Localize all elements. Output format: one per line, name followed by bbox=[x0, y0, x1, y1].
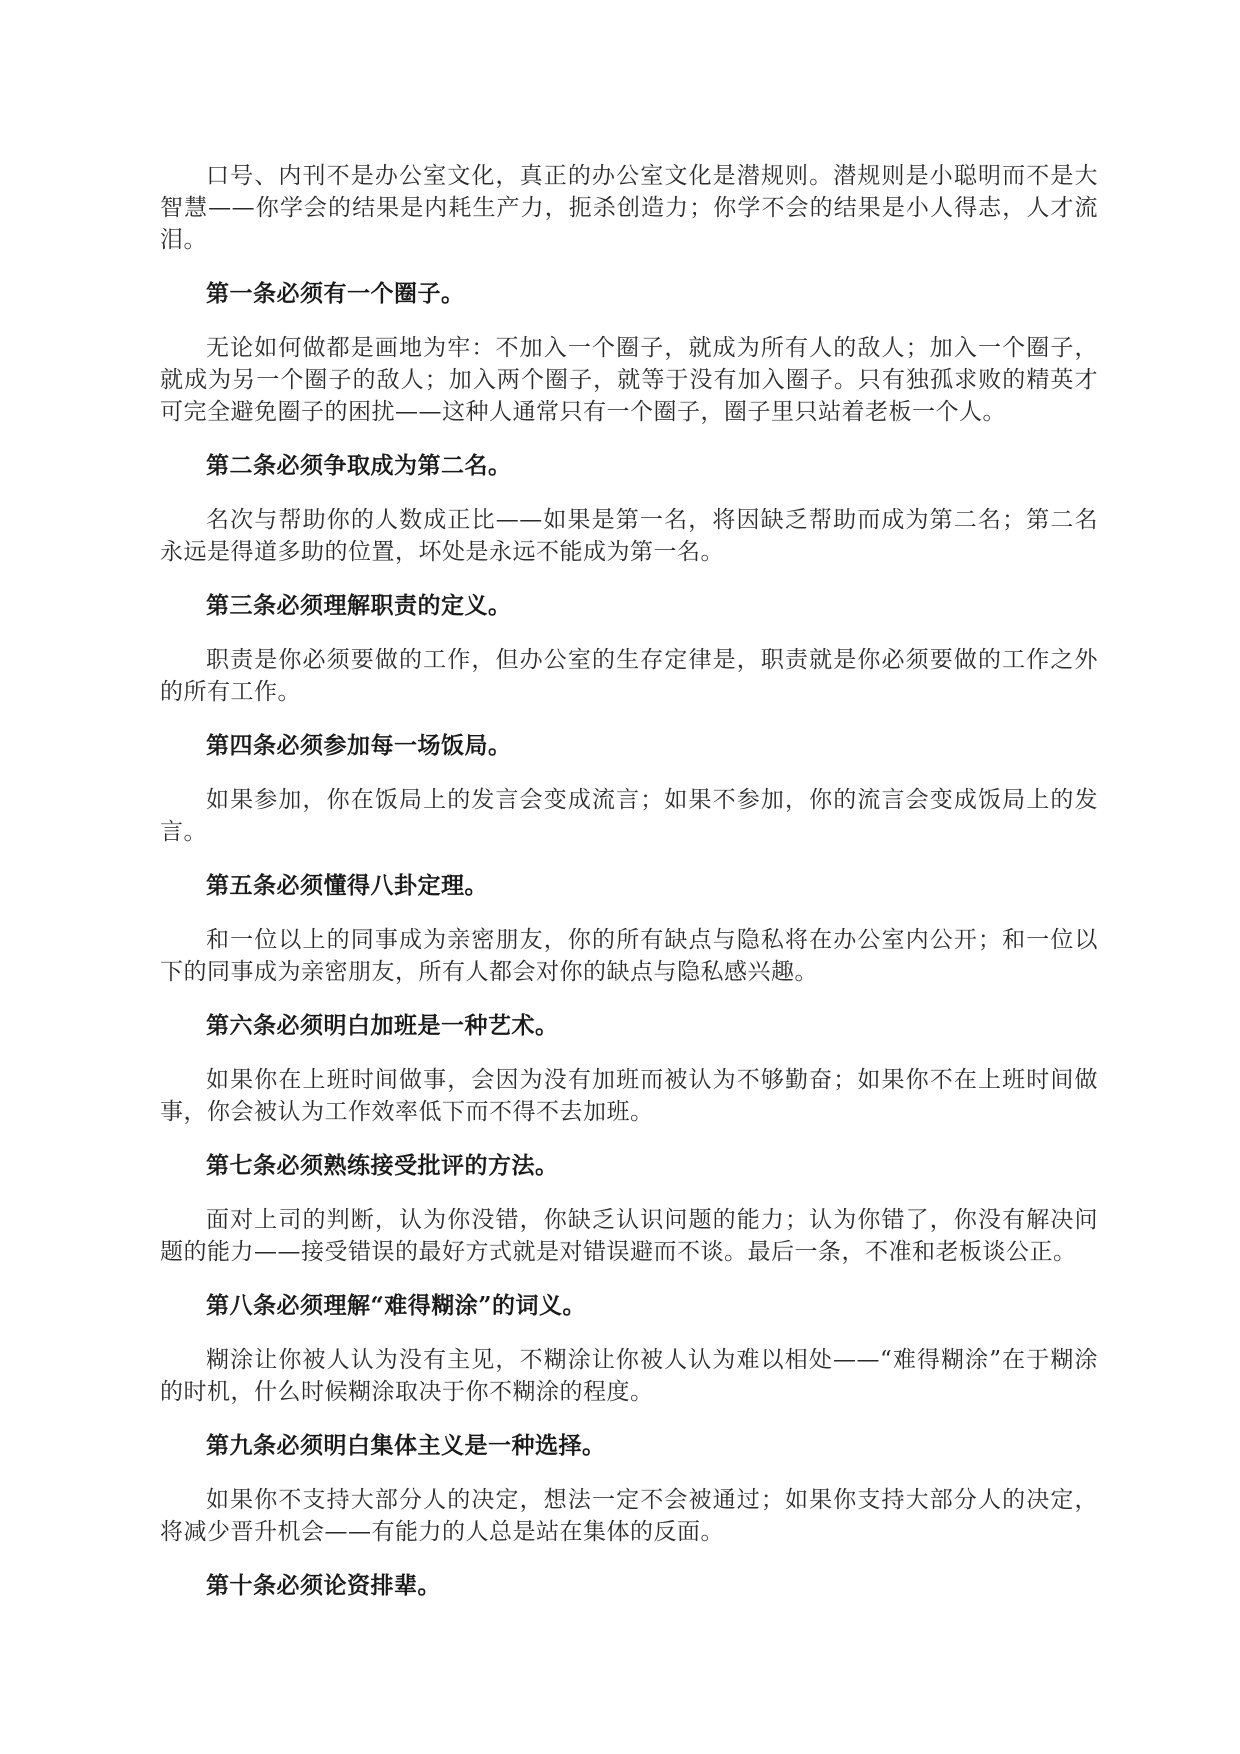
section-7-heading: 第七条必须熟练接受批评的方法。 bbox=[206, 1152, 559, 1179]
section-4-heading: 第四条必须参加每一场饭局。 bbox=[206, 732, 512, 759]
section-3-body: 职责是你必须要做的工作，但办公室的生存定律是，职责就是你必须要做的工作之外的所有工作。 bbox=[160, 647, 1098, 705]
section-9-body: 如果你不支持大部分人的决定，想法一定不会被通过；如果你支持大部分人的决定，将减少晋升机会——有能力的人总是站在集体的反面。 bbox=[160, 1487, 1098, 1545]
section-4-body: 如果参加，你在饭局上的发言会变成流言；如果不参加，你的流言会变成饭局上的发言。 bbox=[160, 787, 1098, 845]
section-8-heading: 第八条必须理解“难得糊涂”的词义。 bbox=[206, 1292, 586, 1319]
section-7-body: 面对上司的判断，认为你没错，你缺乏认识问题的能力；认为你错了，你没有解决问题的能力——接受错误的最好方式就是对错误避而不谈。最后一条，不准和老板谈公正。 bbox=[160, 1207, 1098, 1265]
section-6-body: 如果你在上班时间做事，会因为没有加班而被认为不够勤奋；如果你不在上班时间做事，你会被认为工作效率低下而不得不去加班。 bbox=[160, 1067, 1098, 1125]
section-9-heading: 第九条必须明白集体主义是一种选择。 bbox=[206, 1432, 606, 1459]
section-1-heading: 第一条必须有一个圈子。 bbox=[206, 280, 465, 307]
section-1-body: 无论如何做都是画地为牢：不加入一个圈子，就成为所有人的敌人；加入一个圈子，就成为另一个圈子的敌人；加入两个圈子，就等于没有加入圈子。只有独孤求败的精英才可完全避免圈子的困扰——这种人通常只有一个圈子，圈子里只站着老板一个人。 bbox=[160, 335, 1098, 425]
section-5-heading: 第五条必须懂得八卦定理。 bbox=[206, 872, 488, 899]
intro-paragraph: 口号、内刊不是办公室文化，真正的办公室文化是潜规则。潜规则是小聪明而不是大智慧——你学会的结果是内耗生产力，扼杀创造力；你学不会的结果是小人得志，人才流泪。 bbox=[160, 163, 1098, 253]
section-5-body: 和一位以上的同事成为亲密朋友，你的所有缺点与隐私将在办公室内公开；和一位以下的同事成为亲密朋友，所有人都会对你的缺点与隐私感兴趣。 bbox=[160, 927, 1098, 985]
section-2-heading: 第二条必须争取成为第二名。 bbox=[206, 452, 512, 479]
section-8-body: 糊涂让你被人认为没有主见，不糊涂让你被人认为难以相处——“难得糊涂”在于糊涂的时机，什么时候糊涂取决于你不糊涂的程度。 bbox=[160, 1347, 1098, 1405]
section-2-body: 名次与帮助你的人数成正比——如果是第一名，将因缺乏帮助而成为第二名；第二名永远是得道多助的位置，坏处是永远不能成为第一名。 bbox=[160, 507, 1098, 565]
section-10-heading: 第十条必须论资排辈。 bbox=[206, 1572, 441, 1599]
section-6-heading: 第六条必须明白加班是一种艺术。 bbox=[206, 1012, 559, 1039]
section-3-heading: 第三条必须理解职责的定义。 bbox=[206, 592, 512, 619]
document-page bbox=[160, 160, 1098, 1624]
